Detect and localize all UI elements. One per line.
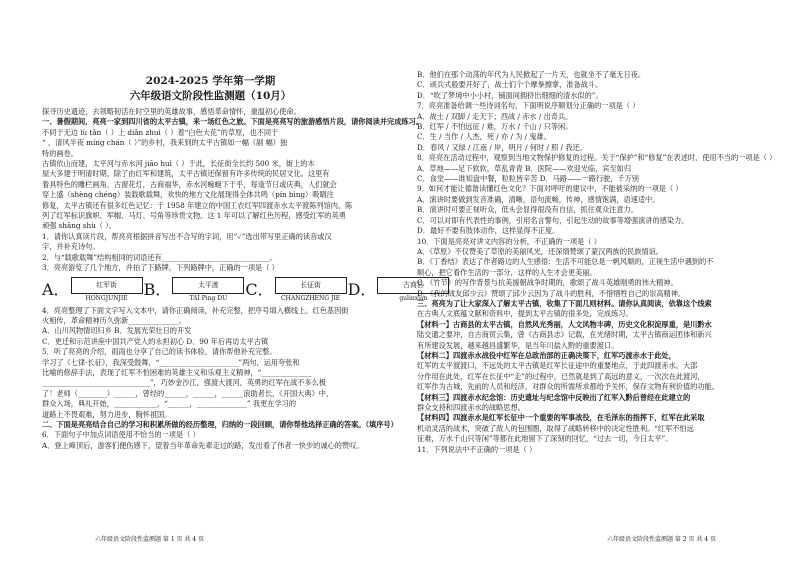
text-line: 修复，太平古镇还有很多红色记忆：于 1958 年建立的中国工农红军四渡赤水太平渡陈列馆内，陈 [42, 200, 353, 210]
text-line: A．战士 / 双脚 / 走天下；西战 / 赤水 / 出奇兵。 [417, 111, 573, 121]
text-line: 群众入场，典礼开始，____________，“______，______________” 我更在学习的 [42, 399, 297, 409]
text-line: 古镇依山而建，太平河与赤水河 jiāo huì（ ）于此，长征街全长约 500 米，街上的木 [42, 159, 315, 169]
text-line: 学习了《七律·长征》，我深受鼓舞，“______________________”两句，运用夸张和 [42, 357, 300, 367]
text-line: A．山川风物情切归乡 B．发展光荣壮日的开发 [42, 326, 192, 336]
text-line: D．“吹了梦境中小小村，铺面间拥挤出细细的清水似的”。 [417, 90, 603, 100]
text-line: 群众支持和四渡赤水的战略思想。 [417, 403, 525, 412]
text-line: C．食堂——谁知盘中餐，粒粒皆辛苦 D．马路——一路行驶，千万别 [417, 174, 639, 184]
road-sign-text: 红军街 [71, 277, 143, 294]
text-line: A．《草原》不仅赞美了草原的美丽风光，还深情赞颂了蒙汉两族的民族情谊。 [417, 246, 663, 256]
text-line: B．红军 / 不怕远征 / 难，万水 / 千山 / 只等闲。 [417, 122, 573, 132]
page-footer-1: 六年级语文阶段性监测题 第 1 页 共 4 页 [95, 536, 205, 543]
text-line: 分作用在此处，红军在长征中“走”的过程中，已然就是到了高远的意义，一次次在此渡河， [417, 371, 705, 381]
text-line: 【材料二】四渡赤水战役中红军在总政治部的正确决策下，红军巧渡赤水于此处， [417, 350, 676, 360]
exam-title: 六年级语文阶段性监测题（10月） [129, 90, 292, 102]
text-line: B．他们在那个动荡的年代为人民掀起了一片天，也就坐不了毫无日夜。 [417, 70, 646, 79]
text-line: C．顽兵式般要开好了，战士们个个摩拳擦掌，准备战斗。 [417, 80, 603, 90]
text-line: C．更迁和示范讲座中国共产党人的永担初心 D．90 年后再访太平古镇 [42, 336, 269, 346]
text-line: 4．亮亮整理了下面文字写入文本中，请你正确阅读，补充完整，把序号填入横线上。红色基因街 [42, 305, 349, 315]
right-text-block [417, 70, 777, 455]
text-line: D．《我的战友邱少云》赞颂了邱少云因为了战斗的胜利，不惜牺牲自己的崇高精神。 [417, 288, 686, 298]
text-line: 三、亮亮为了让大家深入了解太平古镇，收集了下面几则材料。请你认真阅读，依靠这个线索 [417, 298, 712, 308]
text-line: 【材料三】四渡赤水纪念馆：历史遗址与纪念馆中反映出了红军入黔后曾经在此建立的 [417, 392, 691, 402]
text-line: 屋大多建于明清时期，除了由红军和建筑，太平古镇还保留有许多传统的民居文化。这里有 [42, 169, 330, 179]
text-line: D．春风 / 又绿 / 江南 / 岸，明月 / 何时 / 照 / 我还。 [417, 142, 587, 152]
text-line: D．最好不要有肢体动作，这样显得不正度。 [417, 226, 560, 236]
road-sign [274, 277, 348, 303]
text-line: 火相传，革命精神历久弥新______________。 [42, 315, 186, 325]
text-line: 顽强 shāng shù（ ）。 [42, 221, 116, 231]
text-line: A．草地——足下软软，草乱青青 B．医院——欢迎光临，宾至如归 [417, 163, 632, 173]
text-line: 6．下面句子中加点词语使用不恰当的一项是（ ） [42, 430, 200, 440]
text-line: 陆交通之要冲，自古商贸云集，曾《古商县志》记载，在光绪时期，太平古镇商运团体和新兴 [417, 330, 712, 340]
road-sign [171, 277, 245, 303]
text-line: 着具特色的雕栏画角、古窗花灯，古商福华，赤水河蜿蜒下于乎，每逢节日或庆典，人们就会 [42, 179, 337, 189]
text-line: 比喻的修辞手法，表现了红军不怕困难的英雄主义和乐观主义精神，“______________ [42, 367, 312, 377]
text-line: 红军的太平渡渡口，不远处的太平古镇是红军长征途中的重要地点，于此四渡赤水。大部 [417, 361, 698, 371]
text-line: 道路上不畏艰难，努力进步，胸怀祖国。 [42, 409, 172, 419]
text-line: 2．与“载歌载舞”结构相同的词语还有______________________________。 [42, 252, 277, 262]
road-sign-option [245, 277, 347, 303]
text-line: C．生 / 当作 / 人杰，死 / 亦 / 为 / 鬼雄。 [417, 132, 551, 142]
text-line: 特的画卷。 [42, 148, 78, 158]
option-letter: C． [245, 279, 274, 299]
road-sign-option [42, 277, 144, 303]
road-sign [70, 277, 144, 303]
option-letter: D． [347, 279, 377, 299]
text-line: 9．如何才能让德谐读懂红色文化？下面对呼吁的建议中，不能被采纳的一项是（ ） [417, 184, 683, 194]
text-line: 一、暑假期间，亮亮一家到四川省的太平古镇，来一场红色之旅。下面是亮亮写的旅游感悟片段，请你阅读并完成练习。 [42, 117, 423, 127]
right-page [397, 0, 794, 561]
text-line: 5．听了亮亮的介绍，雨雨也分享了自己的读书体验，请你帮他补充完整。 [42, 347, 277, 357]
text-line: 列了红军标识旗帜、军帽、马灯、号角等珍贵文物。这 1 年可以了解红色历程，感受红军的英勇 [42, 211, 346, 221]
road-sign-options [42, 277, 428, 303]
road-sign-option [144, 277, 246, 303]
left-text-block [42, 107, 423, 274]
road-sign-pinyin: gulinxian [399, 294, 428, 302]
text-line: 10．下面是亮亮对讲文内容的分析，不正确的一项是（ ） [417, 236, 601, 246]
option-letter: B． [143, 279, 172, 299]
text-line: B．演讲时可要正视听众，低头会显得很没有自信，抓住观众注意力。 [417, 205, 638, 215]
text-line: 机动灵活的战术，突破了敌人的包围圈，取得了战略转移中的决定性胜利。“红军不怕远 [417, 423, 694, 433]
text-line: B．《丁香结》表达了作者路边的人生感悟：生活不可能总是一帆风顺的，正视生活中遇到的不 [417, 257, 714, 267]
text-line: 【材料一】古商县的太平古镇，自然风光秀丽，人文风物丰碑，历史文化积淀厚重，是川黔水 [417, 319, 712, 329]
text-line: C．《竹节》的写作背景与抗美援朝战争时期的，歌颂了战斗英雄刚勇的伟大精神。 [417, 278, 678, 288]
road-sign-text: 太平渡 [172, 277, 244, 294]
road-sign-pinyin: HONGJUNJIE [85, 294, 128, 302]
road-sign-text: 长征街 [275, 277, 347, 294]
text-line: 3．亮亮游览了几个地方，并拍了下路牌，下列路牌中，正确的一项是（ ） [42, 263, 279, 273]
option-letter: A． [42, 279, 70, 299]
exam-title-year: 2024-2025 学年第一学期 [145, 75, 276, 87]
left-text-block-2 [42, 305, 398, 452]
page-footer-2: 六年级语文阶段性监测题 第 2 页 共 4 页 [607, 536, 717, 543]
text-line: 1．请你认真读片段，帮亮亮根据拼音写出不合写的字词，用“✓”选出带写里正确的读音或汉 [42, 231, 332, 241]
text-line: 了！老师（________）______，曾经的______，______，______浪助者长，《开国大典》中， [42, 388, 334, 398]
text-line: 在古典人文底蕴文献和资料中，提到太平古镇的很多处，完成练习。 [417, 309, 633, 319]
text-line: 顺心，把它看作生活的一部分，这样的人生才会更美丽。 [417, 267, 597, 277]
text-line: 穿上盛（shèng chéng）装载歌载舞，欢快的地方文化展现得全体共鸣（pín bìng）吸睛注 [42, 190, 334, 200]
text-line: 不同于无边 lù tǎn（ ）上 diǎn zhuì（ ）着“白色大花”的草原，也不同于 [42, 127, 279, 137]
road-sign-text: 古商县 [377, 277, 449, 294]
text-line: “ ，清风半夜 míng chán（ ）”的乡村，我来到的太平古镇如一幅（副 幅）独 [42, 138, 288, 148]
text-line: 11．下列说法中不正确的一项是（ ） [417, 444, 537, 454]
road-sign-pinyin: CHANGZHENG JIE [281, 294, 341, 302]
text-line: 有所建设发展，越来越昌盛繁华，是当年川盐入黔的重要渡口。 [417, 340, 619, 350]
text-line: A．登上峰顶后，游客们便伤感下，望着当年革命先辈走过的路，发出看了伟者一快步的诚心的赞叹。 [42, 440, 364, 450]
text-line: ______________________________”，巧妙金沙江，强渡大渡河，英勇的红军在战不多么极 [42, 378, 326, 388]
text-line: 【材料四】四渡赤水是红军长征中一个重要的军事战役，在毛泽东的指挥下，红军在此采取 [417, 413, 705, 423]
text-line: 探寻历史遗迹，去领略韧活在时空里的英雄故事，感悟革命情怀，重温初心使命。 [42, 107, 301, 116]
text-line: C．可以对即有代表性的事例，引用名言警句，引起生动的故事等增强演讲的感染力。 [417, 215, 689, 225]
text-line: 字，并补充诗句。 [42, 242, 100, 252]
text-line: 征难，万水千山只等闲”等都在此地留下了深刻的回忆，“过去一切，今日太平”。 [417, 434, 673, 444]
road-sign-pinyin: TAI Ping DU [189, 294, 228, 302]
text-line: 7．亮亮准备给调一些诗词名句，下面明说序顺划分正确的一项是（ ） [417, 101, 640, 111]
text-line: 二、下面是亮亮结合自己的学习和积累所做的经历整理，归纳的一段回顾，请你帮他选择正确的答案。（填序号） [42, 419, 398, 429]
text-line: A．演讲时要做到发音准确，清晰，语句流畅，传神，感情饱满，语速适中。 [417, 194, 660, 204]
text-line: 红军作为古城，先前的人员和经济，对群众的所需所求都给予关怀，保存文物有利价值的功能。 [417, 382, 719, 392]
text-line: 8．亮亮在活动过程中，观察到当地文物保护修复的过程。关于“保护”和“修复”在表述时，使用不当的一项是（ ） [417, 153, 777, 163]
